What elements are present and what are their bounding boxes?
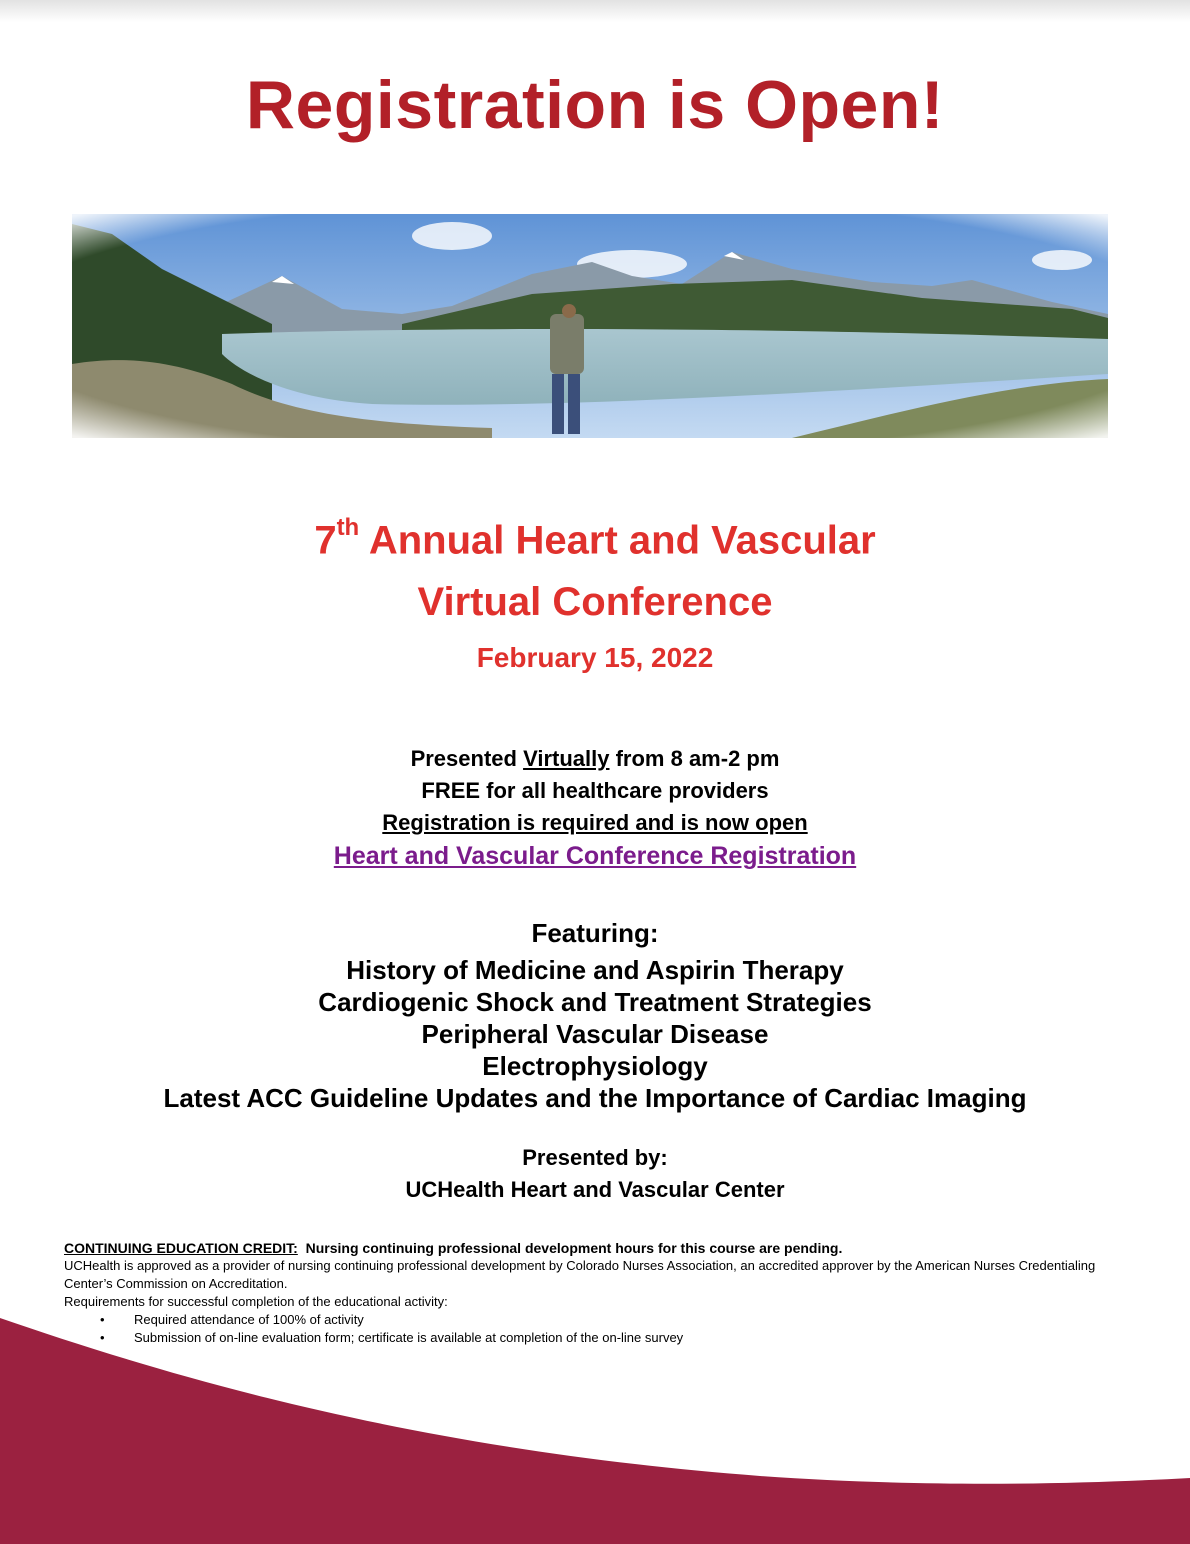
ce-heading — [64, 1239, 1134, 1257]
top-shade — [0, 0, 1190, 22]
topic-item: Cardiogenic Shock and Treatment Strategies — [318, 987, 872, 1017]
continuing-education-section — [64, 1239, 1134, 1347]
conference-date: February 15, 2022 — [476, 642, 714, 673]
list-item: • Submission of on-line evaluation form; certificate is available at completion of the on-line survey — [100, 1330, 684, 1345]
featuring-heading: Featuring: — [531, 918, 659, 948]
conference-title-line1: 7th Annual Heart and Vascular — [314, 514, 876, 563]
presented-by-heading: Presented by: — [522, 1145, 668, 1170]
virtually-word: Virtually — [523, 746, 610, 771]
registration-note: Registration is required and is now open — [382, 810, 808, 835]
mountain-lake-hiker-photo — [72, 214, 1108, 438]
cost-line: FREE for all healthcare providers — [421, 778, 769, 803]
ce-requirements-intro: Requirements for successful completion of the educational activity: — [64, 1294, 448, 1309]
ce-status: Nursing continuing professional development hours for this course are pending. — [297, 1240, 843, 1256]
page-headline: Registration is Open! — [245, 67, 945, 143]
presenter-name: UCHealth Heart and Vascular Center — [405, 1177, 785, 1202]
ce-approval-text: UCHealth is approved as a provider of nursing continuing professional development by Colorado Nurses Association, an accredited approver by the American Nurses Credentialing Center’s Commission on Accreditation. — [64, 1258, 1096, 1291]
ce-label: CONTINUING EDUCATION CREDIT: — [64, 1240, 298, 1256]
bullet-icon: • — [100, 1312, 105, 1327]
presented-virtually-line: Presented Virtually from 8 am-2 pm — [410, 746, 780, 771]
featured-topics-list — [0, 954, 1190, 1114]
topic-item: Peripheral Vascular Disease — [421, 1019, 769, 1049]
conference-title-line2: Virtual Conference — [417, 580, 773, 624]
ordinal-suffix: th — [336, 514, 360, 541]
topic-item: Electrophysiology — [482, 1051, 708, 1081]
bullet-icon: • — [100, 1330, 105, 1345]
topic-item: Latest ACC Guideline Updates and the Importance of Cardiac Imaging — [163, 1083, 1027, 1113]
topic-item: History of Medicine and Aspirin Therapy — [346, 955, 844, 985]
registration-link[interactable]: Heart and Vascular Conference Registration — [333, 842, 857, 870]
list-item: • Required attendance of 100% of activity — [100, 1312, 364, 1327]
ce-requirements-list — [64, 1311, 1134, 1347]
